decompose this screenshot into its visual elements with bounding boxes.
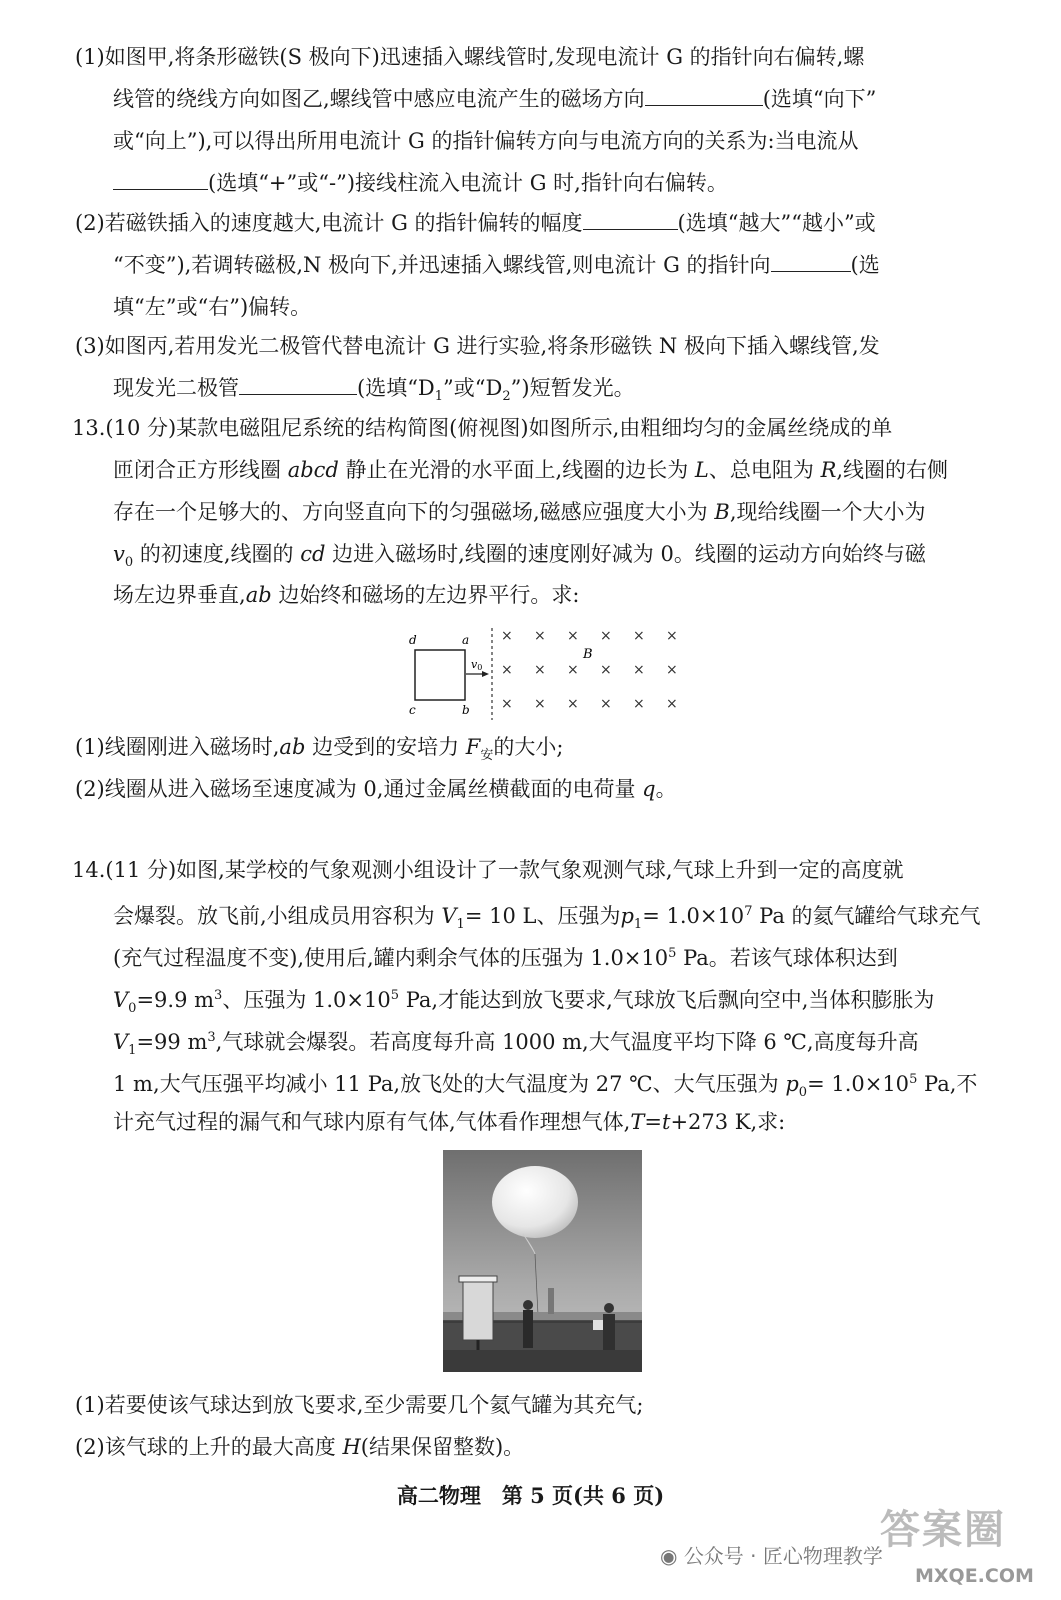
q12-part3-line2: 现发光二极管 (选填“$D_1$”或“$D_2$”)短暂发光。	[113, 376, 635, 405]
q13-line1: 13.(10 分)某款电磁阻尼系统的结构简图(俯视图)如图所示,由粗细均匀的金属丝绕成的单	[72, 416, 893, 440]
field-cross: ×	[567, 696, 579, 712]
q12-part2-line2: “不变”),若调转磁极,N 极向下,并迅速插入螺线管,则电流计 G 的指针向 (选	[113, 253, 880, 277]
answer-blank	[771, 251, 851, 272]
corner-label-b: b	[462, 703, 470, 717]
square-coil	[415, 650, 465, 700]
field-cross: ×	[501, 662, 513, 678]
instrument-box	[463, 1280, 493, 1340]
q14-line4: $V_0=9.9$ $m^3$、压强为 $1.0\times 10^5$ Pa,才能达到放飞要求,气球放飞后飘向空中,当体积膨胀为	[113, 988, 935, 1017]
q14-line5: $V_1=99$ $m^3$,气球就会爆裂。若高度每升高 1000 m,大气温度平均下降 6 ℃,高度每升高	[113, 1030, 919, 1059]
field-label: B	[583, 647, 593, 662]
field-cross: ×	[633, 696, 645, 712]
q12-part1-line3: 或“向上”),可以得出所用电流计 G 的指针偏转方向与电流方向的关系为:当电流从	[113, 129, 859, 153]
field-cross: ×	[633, 628, 645, 644]
field-cross: ×	[600, 696, 612, 712]
balloon	[492, 1166, 578, 1238]
watermark-stamp: 答案圈	[880, 1507, 1006, 1553]
q14-line6: 1 m,大气压强平均减小 11 Pa,放飞处的大气温度为 27 ℃、大气压强为 $p_0= 1.0\times 10^5$ Pa,不	[113, 1072, 978, 1101]
field-cross: ×	[600, 628, 612, 644]
field-cross: ×	[567, 662, 579, 678]
answer-blank	[583, 209, 678, 230]
answer-blank	[645, 85, 763, 106]
q14-line7: 计充气过程的漏气和气球内原有气体,气体看作理想气体,T=t+273 K,求:	[113, 1110, 786, 1134]
person-left	[523, 1310, 533, 1348]
q14-line3: (充气过程温度不变),使用后,罐内剩余气体的压强为 $1.0\times 10^5$ Pa。若该气球体积达到	[113, 946, 898, 970]
q12-part2-line1: (2)若磁铁插入的速度越大,电流计 G 的指针偏转的幅度 (选填“越大”“越小”或	[75, 211, 876, 235]
q12-part3-line1: (3)如图丙,若用发光二极管代替电流计 G 进行实验,将条形磁铁 N 极向下插入螺线管,发	[75, 334, 880, 358]
weather-balloon-photo	[443, 1150, 642, 1372]
q14-sub2: (2)该气球的上升的最大高度 H(结果保留整数)。	[75, 1435, 525, 1459]
q14-sub1: (1)若要使该气球达到放飞要求,至少需要几个氦气罐为其充气;	[75, 1393, 644, 1417]
field-cross: ×	[666, 696, 678, 712]
page-footer: 高二物理 第 5 页(共 6 页)	[396, 1483, 665, 1508]
corner-label-c: c	[409, 703, 416, 717]
q14-line1: 14.(11 分)如图,某学校的气象观测小组设计了一款气象观测气球,气球上升到一定的高度就	[72, 858, 904, 882]
magnetic-field-crosses	[501, 628, 678, 712]
q12-part1-line2: 线管的绕线方向如图乙,螺线管中感应电流产生的磁场方向 (选填“向下”	[113, 87, 877, 111]
q12-part2-line3: 填“左”或“右”)偏转。	[113, 295, 312, 319]
field-cross: ×	[666, 628, 678, 644]
field-cross: ×	[567, 628, 579, 644]
corner-label-a: a	[462, 633, 470, 647]
corner-label-d: d	[409, 633, 417, 647]
field-cross: ×	[501, 696, 513, 712]
q13-line5: 场左边界垂直,ab 边始终和磁场的左边界平行。求:	[113, 583, 580, 607]
q13-line2: 匝闭合正方形线圈 abcd 静止在光滑的水平面上,线圈的边长为 L、总电阻为 R,线圈的右侧	[113, 458, 949, 482]
q13-sub1: (1)线圈刚进入磁场时,ab 边受到的安培力 $F_安$的大小;	[75, 735, 564, 764]
field-cross: ×	[666, 662, 678, 678]
field-cross: ×	[600, 662, 612, 678]
field-cross: ×	[534, 696, 546, 712]
person-right	[603, 1314, 615, 1354]
answer-blank	[113, 169, 208, 190]
field-cross: ×	[633, 662, 645, 678]
wechat-icon: ◉	[660, 1544, 684, 1568]
q12-part1-line4: (选填“+”或“-”)接线柱流入电流计 G 时,指针向右偏转。	[113, 168, 728, 198]
watermark-wechat: ◉ 公众号 · 匠心物理教学	[660, 1544, 883, 1568]
watermark-site: MXQE.COM	[915, 1565, 1034, 1587]
coil-field-diagram	[400, 628, 690, 720]
q13-line3: 存在一个足够大的、方向竖直向下的匀强磁场,磁感应强度大小为 B,现给线圈一个大小为	[113, 500, 926, 524]
field-cross: ×	[534, 662, 546, 678]
q13-sub2: (2)线圈从进入磁场至速度减为 0,通过金属丝横截面的电荷量 q。	[75, 777, 677, 801]
arrow-head-icon	[482, 671, 489, 677]
q12-part1-line1: (1)如图甲,将条形磁铁(S 极向下)迅速插入螺线管时,发现电流计 G 的指针向右偏转,螺	[75, 45, 865, 69]
field-cross: ×	[501, 628, 513, 644]
q14-line2: 会爆裂。放飞前,小组成员用容积为 $V_1= 10$ L、压强为$p_1= 1.0\times 10^7$ Pa 的氦气罐给气球充气	[113, 904, 981, 933]
answer-blank	[239, 374, 357, 395]
field-cross: ×	[534, 628, 546, 644]
velocity-label: v0	[471, 658, 483, 672]
q13-line4: $v_0$ 的初速度,线圈的 cd 边进入磁场时,线圈的速度刚好减为 0。线圈的运动方向始终与磁	[113, 542, 926, 571]
